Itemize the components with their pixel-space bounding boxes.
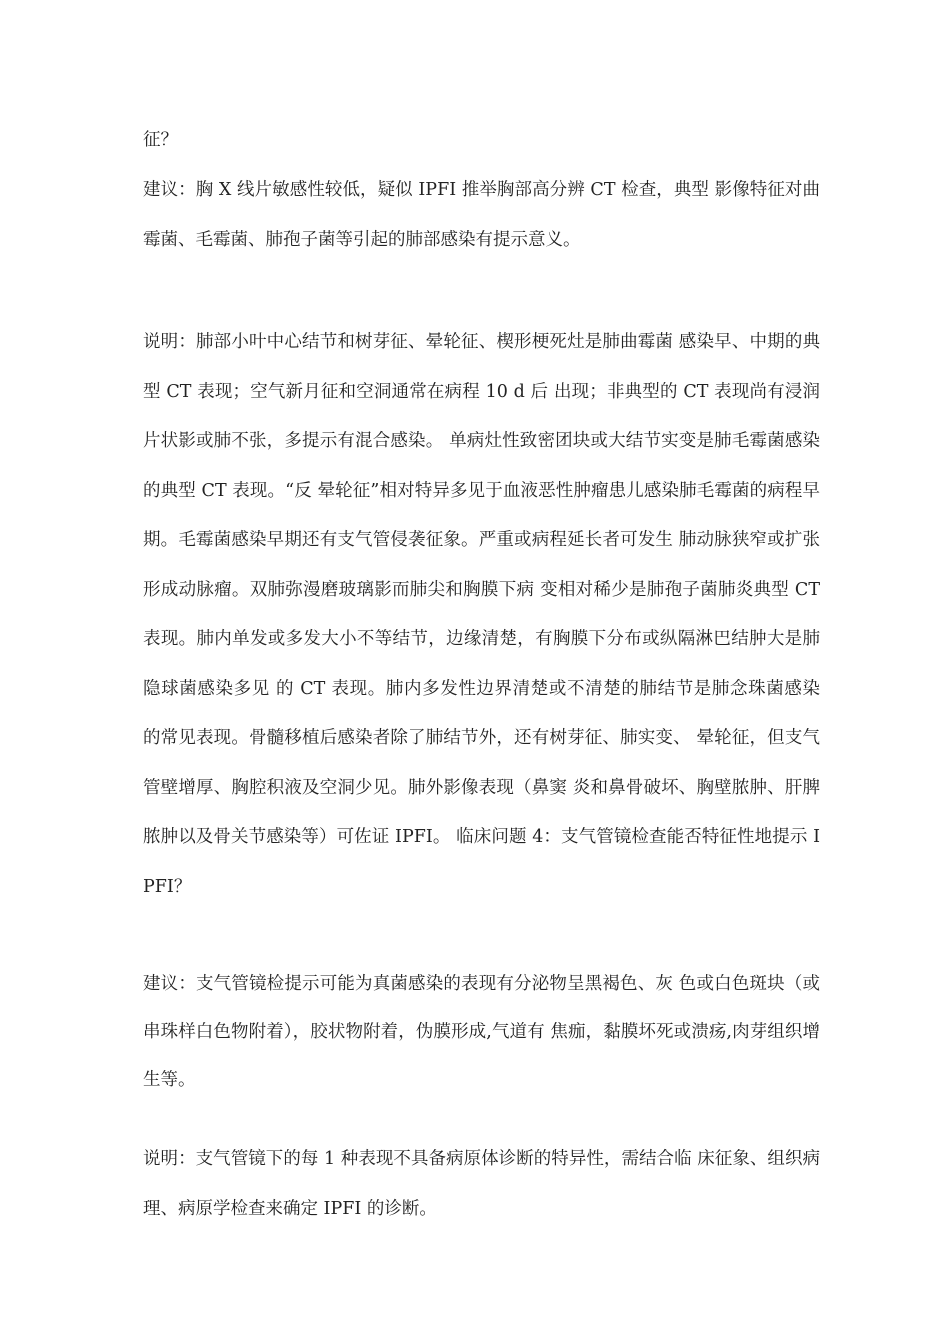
paragraph-suggestion-bronchoscopy: 建议：支气管镜检提示可能为真菌感染的表现有分泌物呈黑褐色、灰 色或白色斑块（或串珠样白色物附着），胶状物附着，伪膜形成,气道有 焦痂，黏膜坏死或溃疡,肉芽组织增生等。 — [143, 974, 820, 1090]
paragraph-suggestion-ct: 建议：胸 X 线片敏感性较低，疑似 IPFI 推举胸部高分辨 CT 检查，典型 影像特征对曲霉菌、毛霉菌、肺孢子菌等引起的肺部感染有提示意义。 — [143, 180, 820, 250]
paragraph-explanation-ct: 说明：肺部小叶中心结节和树芽征、晕轮征、楔形梗死灶是肺曲霉菌 感染早、中期的典型 CT 表现；空气新月征和空洞通常在病程 10 d 后 出现；非典型的 CT 表现尚有浸润片状影或肺不张，多提示有混合感染。 单病灶性致密团块或大结节实变是肺毛霉菌感染的典型 CT 表现。“反 晕轮征”相对特异多见于血液恶性肿瘤患儿感染肺毛霉菌的病程早 期。毛霉菌感染早期还有支气管侵袭征象。严重或病程延长者可发生 肺动脉狭窄或扩张形成动脉瘤。双肺弥漫磨玻璃影而肺尖和胸膜下病 变相对稀少是肺孢子菌肺炎典型 CT 表现。肺内单发或多发大小不等结节，边缘清楚，有胸膜下分布或纵隔淋巴结肿大是肺隐球菌感染多见 的 CT 表现。肺内多发性边界清楚或不清楚的肺结节是肺念珠菌感染 的常见表现。骨髓移植后感染者除了肺结节外，还有树芽征、肺实变、 晕轮征，但支气管壁增厚、胸腔积液及空洞少见。肺外影像表现（鼻窦 炎和鼻骨破坏、胸壁脓肿、肝脾脓肿以及骨关节感染等）可佐证 IPFI。 临床问题 4：支气管镜检查能否特征性地提示 IPFI？ — [143, 332, 820, 897]
paragraph-explanation-bronchoscopy: 说明：支气管镜下的每 1 种表现不具备病原体诊断的特异性，需结合临 床征象、组织病理、病原学检查来确定 IPFI 的诊断。 — [143, 1149, 820, 1219]
paragraph-question-tail: 征？ — [143, 130, 178, 150]
